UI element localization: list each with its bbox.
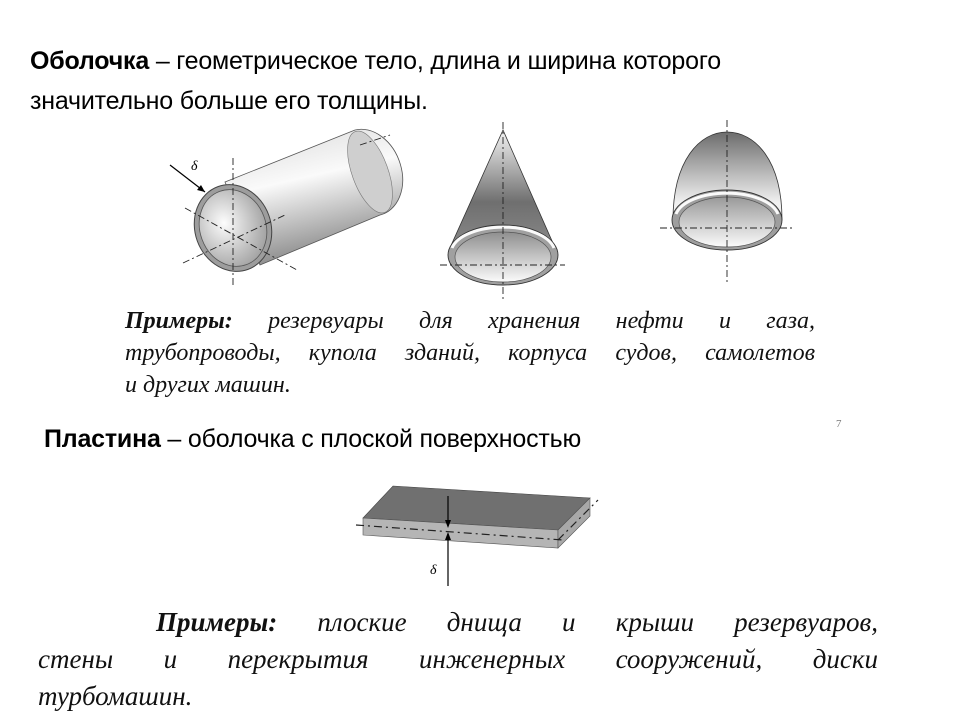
dome-shell-figure — [660, 120, 800, 290]
plate-term: Пластина — [44, 425, 161, 453]
plate-examples-text-1: плоские днища и крыши резервуаров, — [317, 607, 878, 637]
shell-definition-line-1 — [30, 44, 721, 78]
plate-thickness-label: δ — [430, 563, 437, 578]
plate-examples-line-1 — [38, 604, 878, 641]
plate-definition — [44, 422, 581, 456]
flat-plate-figure — [358, 478, 598, 588]
conical-shell-figure — [440, 120, 570, 300]
shell-definition-text: – геометрическое тело, длина и ширина которого — [149, 47, 721, 75]
shell-examples-line-2: трубопроводы, купола зданий, корпуса судов, самолетов — [125, 340, 815, 366]
plate-examples-line-3: турбомашин. — [38, 681, 193, 711]
cylinder-thickness-label: δ — [191, 159, 198, 174]
shell-term: Оболочка — [30, 47, 150, 75]
plate-examples-line-2: стены и перекрытия инженерных сооружений, диски — [38, 644, 878, 674]
shell-examples-line-3: и других машин. — [125, 372, 291, 398]
shell-examples — [125, 305, 815, 401]
page-number: 7 — [836, 418, 842, 430]
plate-examples — [38, 604, 878, 715]
shell-examples-label: Примеры: — [125, 308, 233, 334]
plate-definition-text: – оболочка с плоской поверхностью — [160, 425, 582, 453]
shell-examples-line-1 — [125, 305, 815, 337]
shell-examples-text-1: резервуары для хранения нефти и газа, — [268, 308, 815, 334]
cylindrical-shell-figure — [165, 120, 425, 290]
shell-definition-line-2: значительно больше его толщины. — [30, 87, 428, 115]
plate-examples-label: Примеры: — [156, 607, 278, 637]
